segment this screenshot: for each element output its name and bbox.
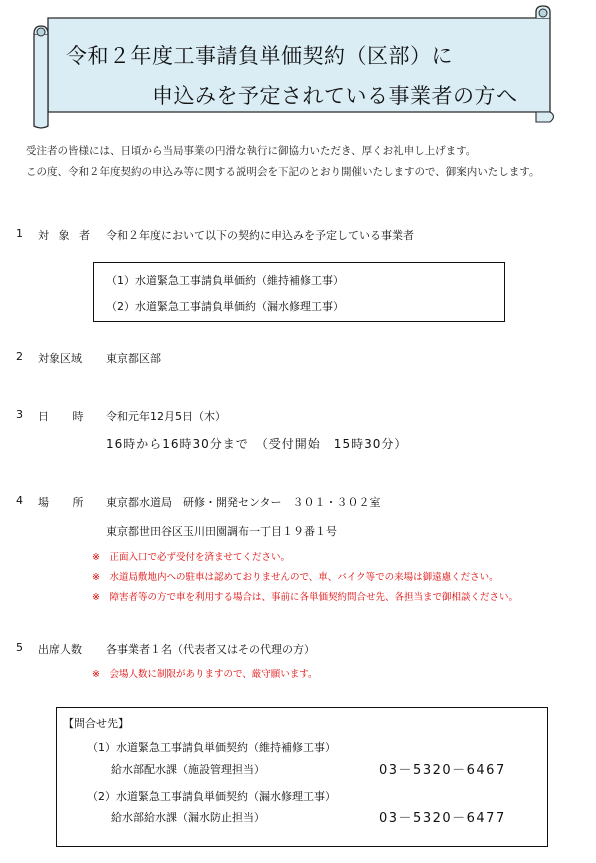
section-4-address: 東京都世田谷区玉川田園調布一丁目１９番１号 bbox=[106, 525, 337, 538]
section-5-value: 各事業者１名（代表者又はその代理の方） bbox=[106, 643, 315, 656]
section-4-note-2: ※ 水道局敷地内への駐車は認めておりませんので、車、バイク等での来場は御遠慮ください。 bbox=[92, 572, 499, 583]
section-1-value: 令和２年度において以下の契約に申込みを予定している事業者 bbox=[106, 229, 414, 242]
banner-title-line2: 申込みを予定されている事業者の方へ bbox=[152, 84, 518, 108]
contact-1-dept: 給水部配水課（施設管理担当） bbox=[111, 763, 265, 776]
section-3-label: 日 時 bbox=[38, 410, 87, 423]
contact-2-dept: 給水部給水課（漏水防止担当） bbox=[111, 811, 265, 824]
section-3-date: 令和元年12月5日（木） bbox=[106, 410, 226, 423]
section-2-label: 対象区域 bbox=[38, 352, 82, 365]
contract-item-1: （1）水道緊急工事請負単価約（維持補修工事） bbox=[106, 274, 344, 287]
contact-box bbox=[56, 707, 548, 847]
section-3-number: 3 bbox=[16, 408, 23, 421]
section-2-number: 2 bbox=[16, 350, 23, 363]
contact-title: 【問合せ先】 bbox=[63, 717, 129, 730]
intro-paragraph-2: この度、令和２年度契約の申込み等に関する説明会を下記のとおり開催いたしますので、御案内いたします。 bbox=[26, 166, 540, 178]
section-1-number: 1 bbox=[16, 227, 23, 240]
contact-1-phone: 03－5320－6467 bbox=[379, 763, 506, 778]
section-2-value: 東京都区部 bbox=[106, 352, 161, 365]
section-5-label: 出席人数 bbox=[38, 643, 82, 656]
section-4-label: 場 所 bbox=[38, 496, 87, 509]
section-3-time: 16時から16時30分まで （受付開始 15時30分） bbox=[106, 437, 408, 451]
section-5-number: 5 bbox=[16, 641, 23, 654]
contact-1-name: （1）水道緊急工事請負単価契約（維持補修工事） bbox=[87, 741, 336, 754]
contact-2-name: （2）水道緊急工事請負単価契約（漏水修理工事） bbox=[87, 790, 336, 803]
section-4-number: 4 bbox=[16, 494, 23, 507]
contract-item-2: （2）水道緊急工事請負単価約（漏水修理工事） bbox=[106, 300, 344, 313]
section-4-note-3: ※ 障害者等の方で車を利用する場合は、事前に各単価契約問合せ先、各担当まで御相談ください。 bbox=[92, 592, 518, 603]
section-5-note: ※ 会場人数に制限がありますので、厳守願います。 bbox=[92, 669, 318, 680]
section-1-label: 対 象 者 bbox=[38, 229, 93, 242]
contract-list-box bbox=[93, 262, 505, 322]
contact-2-phone: 03－5320－6477 bbox=[379, 811, 506, 826]
section-4-venue: 東京都水道局 研修・開発センター ３０１・３０２室 bbox=[106, 496, 381, 509]
intro-paragraph-1: 受注者の皆様には、日頃から当局事業の円滑な執行に御協力いただき、厚くお礼申し上げます。 bbox=[26, 145, 477, 157]
section-4-note-1: ※ 正面入口で必ず受付を済ませてください。 bbox=[92, 552, 290, 563]
banner-title-line1: 令和２年度工事請負単価契約（区部）に bbox=[66, 44, 453, 68]
